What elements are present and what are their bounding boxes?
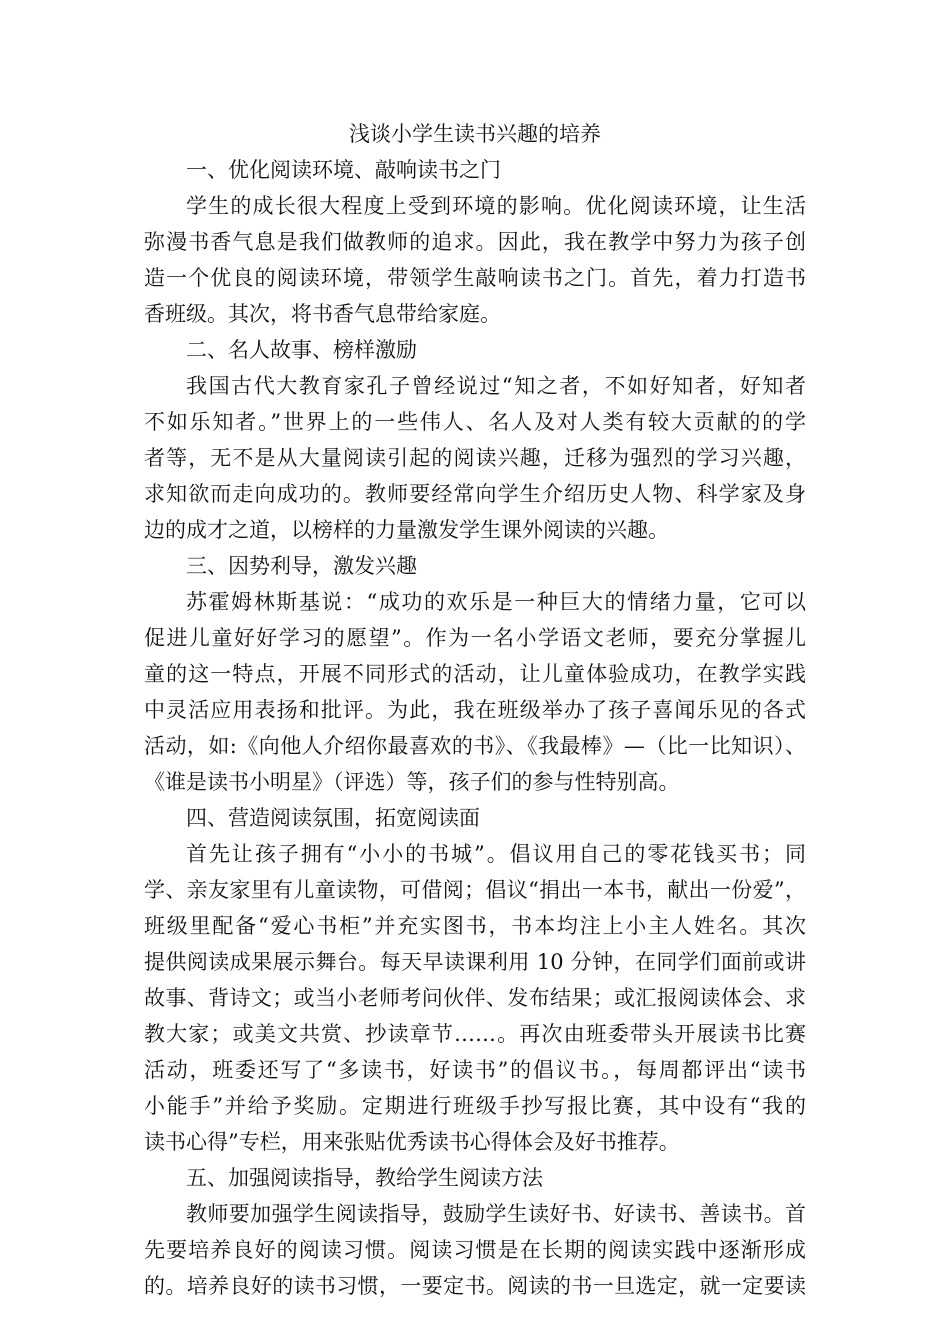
paragraph-line: 小能手”并给予奖励。定期进行班级手抄写报比赛，其中设有“我的: [144, 1094, 806, 1118]
section-heading-1: 一、优化阅读环境、敲响读书之门: [186, 158, 501, 182]
paragraph-line: 教师要加强学生阅读指导，鼓励学生读好书、好读书、善读书。首: [186, 1202, 806, 1226]
paragraph-line: 提供阅读成果展示舞台。每天早读课利用 10 分钟，在同学们面前或讲: [144, 950, 806, 974]
paragraph-line: 班级里配备“爱心书柜”并充实图书，书本均注上小主人姓名。其次: [144, 914, 806, 938]
paragraph-line: 首先让孩子拥有“小小的书城”。倡议用自己的零花钱买书；同: [186, 842, 806, 866]
section-heading-2: 二、名人故事、榜样激励: [186, 338, 417, 362]
section-heading-4: 四、营造阅读氛围，拓宽阅读面: [186, 806, 480, 830]
document-page: [144, 116, 806, 1304]
paragraph-line: 《谁是读书小明星》（评选）等，孩子们的参与性特别高。: [144, 770, 680, 794]
paragraph-line: 弥漫书香气息是我们做教师的追求。因此，我在教学中努力为孩子创: [144, 230, 806, 254]
paragraph-line: 童的这一特点，开展不同形式的活动，让儿童体验成功，在教学实践: [144, 662, 806, 686]
paragraph-line: 先要培养良好的阅读习惯。阅读习惯是在长期的阅读实践中逐渐形成: [144, 1238, 806, 1262]
paragraph-line: 教大家；或美文共赏、抄读章节……。再次由班委带头开展读书比赛: [144, 1022, 806, 1046]
section-heading-5: 五、加强阅读指导，教给学生阅读方法: [186, 1166, 543, 1190]
paragraph-line: 中灵活应用表扬和批评。为此，我在班级举办了孩子喜闻乐见的各式: [144, 698, 806, 722]
paragraph-line: 求知欲而走向成功的。教师要经常向学生介绍历史人物、科学家及身: [144, 482, 806, 506]
paragraph-line: 边的成才之道，以榜样的力量激发学生课外阅读的兴趣。: [144, 518, 669, 542]
section-paragraph-3: [144, 584, 806, 800]
paragraph-line: 不如乐知者。”世界上的一些伟人、名人及对人类有较大贡献的的学: [144, 410, 806, 434]
paragraph-line: 学生的成长很大程度上受到环境的影响。优化阅读环境，让生活: [186, 194, 806, 218]
section-paragraph-1: [144, 188, 806, 332]
paragraph-line: 苏霍姆林斯基说：“成功的欢乐是一种巨大的情绪力量，它可以: [186, 590, 806, 614]
document-title: 浅谈小学生读书兴趣的培养: [349, 122, 601, 146]
paragraph-line: 学、亲友家里有儿童读物，可借阅；倡议“捐出一本书，献出一份爱”，: [144, 878, 806, 902]
paragraph-line: 我国古代大教育家孔子曾经说过“知之者，不如好知者，好知者: [186, 374, 806, 398]
paragraph-line: 促进儿童好好学习的愿望”。作为一名小学语文老师，要充分掌握儿: [144, 626, 806, 650]
paragraph-line: 者等，无不是从大量阅读引起的阅读兴趣，迁移为强烈的学习兴趣，: [144, 446, 806, 470]
section-paragraph-2: [144, 368, 806, 548]
section-heading-3: 三、因势利导，激发兴趣: [186, 554, 417, 578]
section-paragraph-4: [144, 836, 806, 1160]
paragraph-line: 故事、背诗文；或当小老师考问伙伴、发布结果；或汇报阅读体会、求: [144, 986, 806, 1010]
paragraph-line: 读书心得”专栏，用来张贴优秀读书心得体会及好书推荐。: [144, 1130, 680, 1154]
paragraph-line: 造一个优良的阅读环境，带领学生敲响读书之门。首先，着力打造书: [144, 266, 806, 290]
paragraph-line: 活动，班委还写了“多读书，好读书”的倡议书。，每周都评出“读书: [144, 1058, 806, 1082]
paragraph-line: 活动，如:《向他人介绍你最喜欢的书》、《我最棒》—（比一比知识）、: [144, 734, 806, 758]
section-paragraph-5: [144, 1196, 806, 1304]
paragraph-line: 的。培养良好的读书习惯，一要定书。阅读的书一旦选定，就一定要读: [144, 1274, 806, 1298]
paragraph-line: 香班级。其次，将书香气息带给家庭。: [144, 302, 501, 326]
